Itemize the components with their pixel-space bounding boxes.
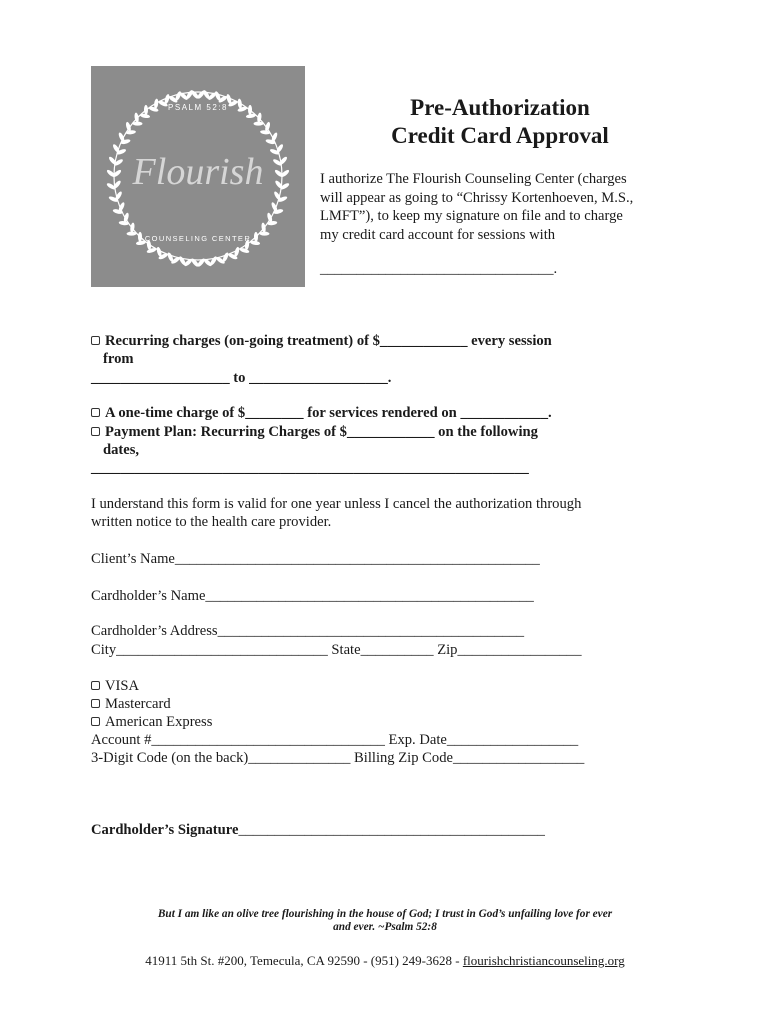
clinician-blank[interactable]: ________________________________. bbox=[320, 261, 558, 277]
amex-label: American Express bbox=[105, 714, 213, 730]
signature-label: Cardholder’s Signature bbox=[91, 822, 239, 838]
validity-text-line1: I understand this form is valid for one year unless I cancel the authorization through bbox=[91, 496, 582, 512]
visa-checkbox[interactable] bbox=[91, 681, 100, 690]
payment-plan-dates-label: dates, bbox=[103, 442, 140, 458]
footer-contact bbox=[95, 953, 675, 969]
wreath-leaf bbox=[154, 98, 159, 108]
wreath-leaf bbox=[127, 232, 137, 236]
footer-quote-line2: and ever. ~Psalm 52:8 bbox=[333, 921, 437, 933]
visa-label: VISA bbox=[105, 678, 140, 694]
wreath-leaf bbox=[112, 143, 121, 154]
wreath-leaf bbox=[237, 98, 242, 108]
amex-option[interactable] bbox=[91, 713, 212, 731]
logo-subtitle: COUNSELING CENTER bbox=[144, 234, 252, 243]
onetime-label: A one-time charge of $________ for services rendered on ____________. bbox=[105, 405, 552, 421]
mastercard-label: Mastercard bbox=[105, 696, 171, 712]
wreath-leaf bbox=[254, 232, 258, 242]
intro-line: LMFT”), to keep my signature on file and to charge bbox=[320, 208, 623, 224]
mastercard-checkbox[interactable] bbox=[91, 699, 100, 708]
intro-line: will appear as going to “Chrissy Kortenhoeven, M.S., bbox=[320, 189, 634, 206]
wreath-leaf bbox=[248, 105, 252, 115]
wreath-leaf bbox=[138, 232, 142, 242]
flourish-logo bbox=[91, 66, 305, 287]
mastercard-option[interactable] bbox=[91, 695, 171, 713]
footer-address: 41911 5th St. #200, Temecula, CA 92590 - (951) 249-3628 - bbox=[145, 953, 463, 968]
intro-line: I authorize The Flourish Counseling Center (charges bbox=[320, 171, 627, 187]
onetime-checkbox[interactable] bbox=[91, 408, 100, 417]
cardholder-name-field[interactable]: Cardholder’s Name_____________________________________________ bbox=[91, 588, 534, 604]
code-zip-field[interactable]: 3-Digit Code (on the back)______________ Billing Zip Code__________________ bbox=[91, 750, 585, 766]
page-title-line1: Pre-Authorization bbox=[410, 95, 590, 120]
signature-field[interactable] bbox=[91, 821, 545, 839]
visa-option[interactable] bbox=[91, 677, 139, 695]
recurring-option[interactable] bbox=[91, 332, 552, 350]
account-exp-field[interactable]: Account #________________________________ Exp. Date__________________ bbox=[91, 732, 579, 748]
page-title-line2: Credit Card Approval bbox=[391, 123, 609, 148]
logo-name: Flourish bbox=[132, 151, 264, 193]
recurring-from-label: from bbox=[103, 351, 134, 367]
recurring-checkbox[interactable] bbox=[91, 336, 100, 345]
client-name-field[interactable]: Client’s Name__________________________________________________ bbox=[91, 551, 540, 567]
payment-plan-label: Payment Plan: Recurring Charges of $____________ on the following bbox=[105, 424, 538, 440]
intro-line: my credit card account for sessions with bbox=[320, 226, 556, 243]
city-state-zip-field[interactable]: City_____________________________ State__________ Zip_________________ bbox=[91, 642, 582, 658]
wreath-leaf bbox=[144, 105, 148, 115]
cardholder-address-field[interactable]: Cardholder’s Address__________________________________________ bbox=[91, 623, 525, 639]
payment-plan-checkbox[interactable] bbox=[91, 427, 100, 436]
onetime-option[interactable] bbox=[91, 404, 552, 422]
logo-verse: PSALM 52:8 bbox=[168, 103, 228, 112]
payment-plan-dates-blank[interactable]: ____________________________________________________________ bbox=[91, 460, 529, 476]
authorization-statement bbox=[320, 170, 680, 244]
validity-text-line2: written notice to the health care provider. bbox=[91, 514, 332, 530]
payment-plan-option[interactable] bbox=[91, 423, 538, 441]
wreath-leaf bbox=[253, 122, 263, 126]
wreath-leaf bbox=[196, 257, 205, 267]
recurring-label: Recurring charges (on-going treatment) of $____________ every session bbox=[105, 333, 552, 349]
laurel-wreath-icon bbox=[91, 66, 305, 287]
amex-checkbox[interactable] bbox=[91, 717, 100, 726]
signature-line[interactable]: __________________________________________ bbox=[238, 822, 545, 838]
website-link[interactable]: flourishchristiancounseling.org bbox=[462, 953, 625, 968]
recurring-date-range[interactable]: ___________________ to ___________________. bbox=[91, 370, 392, 386]
footer-quote-line1: But I am like an olive tree flourishing in the house of God; I trust in God’s unfailing love for ever bbox=[157, 908, 613, 920]
